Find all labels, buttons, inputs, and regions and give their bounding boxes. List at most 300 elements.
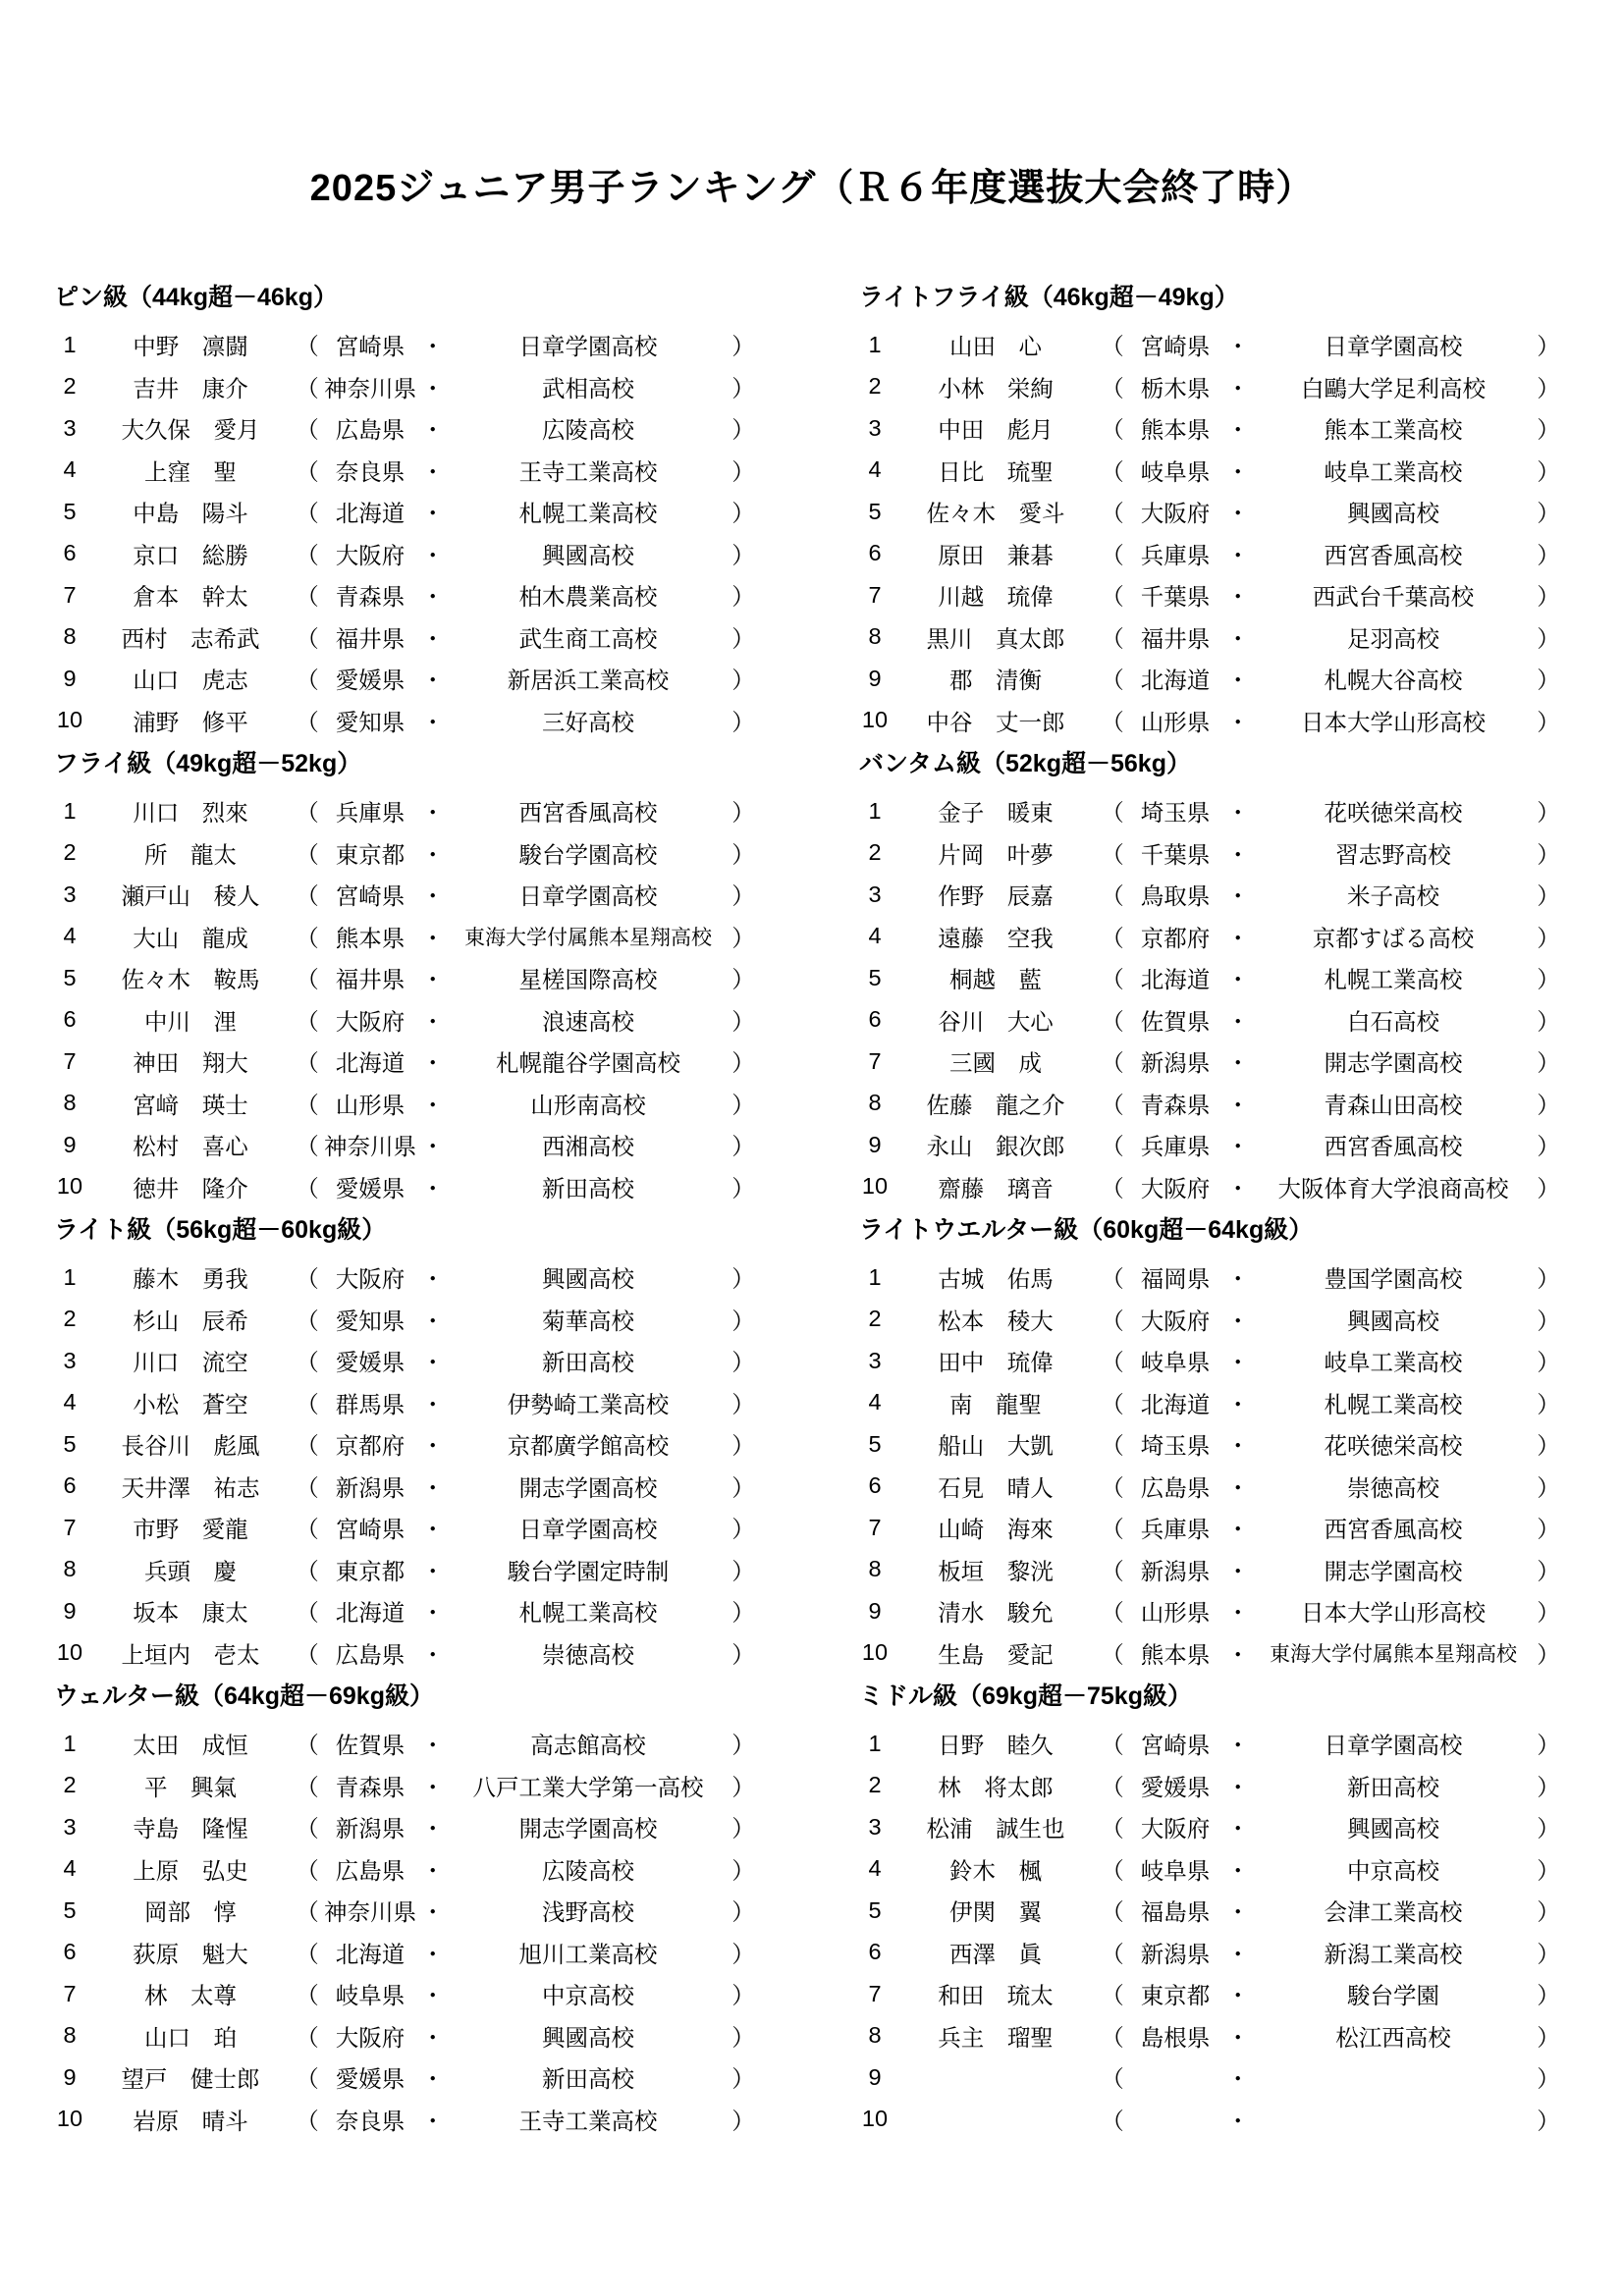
- dot-separator: ・: [1226, 334, 1250, 360]
- prefecture-name: 北海道: [335, 1941, 406, 1967]
- school-name: 浪速高校: [542, 1008, 634, 1035]
- name-cell: [898, 1769, 1093, 1802]
- name-cell: [93, 1769, 288, 1802]
- name-cell: [898, 1810, 1093, 1843]
- athlete-name: 川口 流空: [133, 1350, 248, 1376]
- open-paren: （: [296, 1050, 319, 1077]
- name-cell: [93, 836, 288, 870]
- dot-separator: ・: [1226, 625, 1250, 652]
- prefecture-cell: [1124, 1727, 1226, 1760]
- athlete-name: 郡 清衡: [949, 667, 1042, 694]
- rank-cell: 2: [868, 1306, 882, 1332]
- dot-separator: ・: [1226, 709, 1250, 735]
- rank-cell: 10: [56, 1173, 83, 1200]
- dot-separator: ・: [421, 667, 445, 694]
- prefecture-name: 大阪府: [335, 2024, 406, 2051]
- dot-separator: ・: [421, 417, 445, 444]
- open-paren: （: [296, 1134, 319, 1160]
- close-paren: ）: [1537, 1092, 1560, 1118]
- ranking-row: [54, 832, 753, 875]
- school-cell: [464, 2060, 712, 2094]
- open-paren: （: [296, 1558, 319, 1584]
- name-cell: [898, 495, 1093, 528]
- athlete-name: 瀬戸山 稜人: [121, 883, 260, 910]
- rank-cell: 7: [868, 1514, 882, 1540]
- name-cell: [93, 537, 288, 570]
- prefecture-name: 広島県: [335, 1641, 406, 1668]
- prefecture-name: 神奈川県: [324, 1899, 416, 1926]
- school-name: 大阪体育大学浪商高校: [1277, 1175, 1509, 1201]
- rank-cell: 3: [868, 1813, 882, 1840]
- rank-cell: 4: [868, 456, 882, 483]
- school-name: 京都すばる高校: [1312, 925, 1475, 951]
- school-name: 崇徳高校: [542, 1641, 634, 1668]
- athlete-name: 清水 駿允: [938, 1600, 1054, 1627]
- prefecture-cell: [1124, 1769, 1226, 1802]
- rank-cell: 9: [868, 665, 882, 691]
- school-name: 新田高校: [542, 2066, 634, 2093]
- open-paren: （: [296, 1733, 319, 1759]
- school-cell: [464, 1044, 712, 1078]
- prefecture-cell: [319, 1087, 421, 1120]
- name-cell: [898, 1977, 1093, 2010]
- ranking-row: [54, 1848, 753, 1891]
- school-name: 札幌工業高校: [518, 501, 658, 527]
- close-paren: ）: [731, 501, 755, 527]
- prefecture-cell: [319, 537, 421, 570]
- school-name: 足羽高校: [1347, 625, 1439, 652]
- close-paren: ）: [1537, 2108, 1560, 2134]
- close-paren: ）: [1537, 883, 1560, 910]
- name-cell: [93, 495, 288, 528]
- athlete-name: 齋藤 璃音: [938, 1175, 1054, 1201]
- prefecture-cell: [319, 1469, 421, 1503]
- athlete-name: 岡部 惇: [144, 1899, 237, 1926]
- prefecture-cell: [319, 328, 421, 361]
- name-cell: [898, 794, 1093, 828]
- ranking-row: [54, 658, 753, 700]
- prefecture-name: 大阪府: [1140, 501, 1211, 527]
- name-cell: [898, 578, 1093, 612]
- athlete-name: 大久保 愛月: [121, 417, 260, 444]
- athlete-name: 市野 愛龍: [133, 1517, 248, 1543]
- school-name: 星槎国際高校: [518, 967, 658, 993]
- prefecture-name: 北海道: [335, 1600, 406, 1627]
- ranking-row: [859, 533, 1558, 575]
- school-name: 西宮香風高校: [1324, 542, 1463, 568]
- prefecture-cell: [1124, 1553, 1226, 1586]
- section-rows: [859, 1256, 1558, 1674]
- school-cell: [1270, 620, 1517, 654]
- school-name: 札幌工業高校: [1324, 1391, 1463, 1417]
- prefecture-cell: [319, 1594, 421, 1628]
- open-paren: （: [1101, 1175, 1124, 1201]
- rank-cell: 2: [63, 1772, 77, 1798]
- rank-cell: 10: [56, 1639, 83, 1666]
- ranking-row: [859, 916, 1558, 958]
- open-paren: （: [1101, 501, 1124, 527]
- athlete-name: 上原 弘史: [133, 1857, 248, 1884]
- school-name: 興國高校: [542, 542, 634, 568]
- name-cell: [93, 878, 288, 911]
- open-paren: （: [1101, 375, 1124, 401]
- prefecture-name: 新潟県: [335, 1816, 406, 1842]
- rank-cell: 7: [63, 1514, 77, 1540]
- close-paren: ）: [1537, 1517, 1560, 1543]
- school-name: 中京高校: [542, 1983, 634, 2009]
- athlete-name: 山崎 海來: [938, 1517, 1054, 1543]
- school-cell: [464, 662, 712, 695]
- close-paren: ）: [1537, 709, 1560, 735]
- open-paren: （: [296, 1308, 319, 1334]
- prefecture-name: 青森県: [1140, 1092, 1211, 1118]
- prefecture-name: 大阪府: [335, 1008, 406, 1035]
- athlete-name: 小林 栄絢: [938, 375, 1054, 401]
- rank-cell: 3: [63, 1813, 77, 1840]
- prefecture-cell: [1124, 1852, 1226, 1886]
- name-cell: [93, 1636, 288, 1670]
- dot-separator: ・: [1226, 584, 1250, 611]
- dot-separator: ・: [1226, 1733, 1250, 1759]
- ranking-row: [54, 957, 753, 999]
- prefecture-cell: [319, 920, 421, 953]
- school-name: 新田高校: [1347, 1774, 1439, 1800]
- prefecture-cell: [1124, 1344, 1226, 1377]
- dot-separator: ・: [421, 1641, 445, 1668]
- weight-class-section: [859, 265, 1560, 735]
- open-paren: （: [296, 841, 319, 868]
- school-cell: [1270, 1469, 1517, 1503]
- rank-cell: 9: [868, 2063, 882, 2090]
- close-paren: ）: [731, 1175, 755, 1201]
- name-cell: [93, 1344, 288, 1377]
- close-paren: ）: [1537, 1050, 1560, 1077]
- school-cell: [1270, 920, 1517, 953]
- rank-cell: 4: [63, 1389, 77, 1415]
- prefecture-cell: [319, 620, 421, 654]
- school-cell: [464, 1727, 712, 1760]
- name-cell: [93, 2103, 288, 2136]
- dot-separator: ・: [1226, 1899, 1250, 1926]
- name-cell: [898, 1852, 1093, 1886]
- page-title: 2025ジュニア男子ランキング（Ｒ６年度選抜大会終了時）: [309, 168, 1315, 209]
- open-paren: （: [1101, 584, 1124, 611]
- dot-separator: ・: [1226, 1134, 1250, 1160]
- prefecture-name: 東京都: [335, 1558, 406, 1584]
- athlete-name: 南 龍聖: [949, 1391, 1042, 1417]
- ranking-row: [54, 1590, 753, 1632]
- ranking-row: [859, 1299, 1558, 1341]
- school-cell: [464, 411, 712, 445]
- close-paren: ）: [1537, 501, 1560, 527]
- prefecture-name: 宮崎県: [335, 334, 406, 360]
- ranking-row: [859, 1806, 1558, 1848]
- athlete-name: 大山 龍成: [133, 925, 248, 951]
- open-paren: （: [296, 1941, 319, 1967]
- prefecture-cell: [1124, 1170, 1226, 1203]
- dot-separator: ・: [421, 1134, 445, 1160]
- ranking-row: [54, 874, 753, 916]
- school-cell: [464, 620, 712, 654]
- dot-separator: ・: [421, 2024, 445, 2051]
- prefecture-cell: [1124, 1977, 1226, 2010]
- school-cell: [1270, 1977, 1517, 2010]
- name-cell: [93, 1594, 288, 1628]
- prefecture-cell: [319, 1553, 421, 1586]
- school-cell: [1270, 1003, 1517, 1037]
- school-cell: [464, 1852, 712, 1886]
- prefecture-name: 鳥取県: [1140, 883, 1211, 910]
- prefecture-cell: [319, 1344, 421, 1377]
- school-cell: [464, 1469, 712, 1503]
- close-paren: ）: [731, 625, 755, 652]
- name-cell: [898, 1344, 1093, 1377]
- dot-separator: ・: [421, 625, 445, 652]
- athlete-name: 寺島 隆惺: [133, 1816, 248, 1842]
- prefecture-name: 愛媛県: [335, 1175, 406, 1201]
- athlete-name: 倉本 幹太: [133, 584, 248, 611]
- rank-cell: 7: [63, 1980, 77, 2006]
- close-paren: ）: [731, 458, 755, 485]
- prefecture-cell: [319, 961, 421, 994]
- open-paren: （: [296, 1600, 319, 1627]
- ranking-row: [859, 1549, 1558, 1591]
- school-cell: [1270, 2106, 1517, 2132]
- school-name: 青森山田高校: [1324, 1092, 1463, 1118]
- dot-separator: ・: [421, 1474, 445, 1501]
- prefecture-cell: [1124, 1427, 1226, 1461]
- name-cell: [93, 578, 288, 612]
- athlete-name: 藤木 勇我: [133, 1266, 248, 1293]
- weight-class-section: [859, 731, 1560, 1201]
- prefecture-name: 佐賀県: [335, 1733, 406, 1759]
- school-cell: [464, 704, 712, 737]
- rank-cell: 10: [861, 707, 889, 733]
- school-cell: [1270, 1553, 1517, 1586]
- close-paren: ）: [1537, 1175, 1560, 1201]
- dot-separator: ・: [421, 375, 445, 401]
- prefecture-cell: [319, 1977, 421, 2010]
- rank-cell: 8: [868, 623, 882, 650]
- rank-cell: 9: [63, 2063, 77, 2090]
- ranking-row: [54, 1124, 753, 1166]
- ranking-row: [859, 700, 1558, 742]
- dot-separator: ・: [421, 967, 445, 993]
- prefecture-cell: [1124, 1260, 1226, 1294]
- name-cell: [898, 1894, 1093, 1927]
- ranking-row: [54, 450, 753, 492]
- school-name: 王寺工業高校: [518, 2108, 658, 2134]
- prefecture-cell: [319, 1636, 421, 1670]
- prefecture-name: 福島県: [1140, 1899, 1211, 1926]
- prefecture-cell: [319, 370, 421, 403]
- section-header: ライトウエルター級（60kg超－64kg級）: [859, 1216, 1314, 1244]
- athlete-name: 佐々木 鞍馬: [121, 967, 260, 993]
- open-paren: （: [296, 1433, 319, 1460]
- school-cell: [464, 1003, 712, 1037]
- rank-cell: 8: [868, 1556, 882, 1582]
- rank-cell: 5: [63, 1896, 77, 1923]
- athlete-name: 上垣内 壱太: [121, 1641, 260, 1668]
- prefecture-name: 岐阜県: [335, 1983, 406, 2009]
- prefecture-cell: [1124, 2106, 1226, 2132]
- ranking-row: [54, 1632, 753, 1675]
- open-paren: （: [296, 1774, 319, 1800]
- rank-cell: 4: [868, 1389, 882, 1415]
- school-cell: [1270, 878, 1517, 911]
- school-cell: [1270, 1044, 1517, 1078]
- name-cell: [93, 411, 288, 445]
- open-paren: （: [296, 501, 319, 527]
- rank-cell: 7: [63, 1047, 77, 1074]
- prefecture-name: 群馬県: [335, 1391, 406, 1417]
- prefecture-name: 岐阜県: [1140, 1857, 1211, 1884]
- school-cell: [1270, 370, 1517, 403]
- section-rows: [54, 790, 753, 1207]
- ranking-row: [54, 574, 753, 616]
- school-name: 白鷗大学足利高校: [1301, 375, 1486, 401]
- athlete-name: 荻原 魁大: [133, 1941, 248, 1967]
- dot-separator: ・: [1226, 1517, 1250, 1543]
- dot-separator: ・: [1226, 841, 1250, 868]
- close-paren: ）: [731, 1517, 755, 1543]
- rank-cell: 10: [861, 1639, 889, 1666]
- close-paren: ）: [1537, 334, 1560, 360]
- prefecture-cell: [319, 1852, 421, 1886]
- close-paren: ）: [1537, 1816, 1560, 1842]
- athlete-name: 太田 成恒: [133, 1733, 248, 1759]
- open-paren: （: [1101, 1433, 1124, 1460]
- ranking-row: [859, 450, 1558, 492]
- close-paren: ）: [731, 967, 755, 993]
- ranking-row: [54, 1423, 753, 1466]
- open-paren: （: [296, 334, 319, 360]
- section-rows: [859, 324, 1558, 741]
- school-cell: [464, 1636, 712, 1670]
- rank-cell: 3: [63, 1347, 77, 1373]
- close-paren: ）: [731, 1774, 755, 1800]
- school-name: 崇徳高校: [1347, 1474, 1439, 1501]
- prefecture-name: 岐阜県: [1140, 1350, 1211, 1376]
- dot-separator: ・: [1226, 925, 1250, 951]
- prefecture-name: 熊本県: [335, 925, 406, 951]
- rank-cell: 8: [868, 1090, 882, 1116]
- ranking-row: [54, 2099, 753, 2141]
- section-header: ウェルター級（64kg超－69kg級）: [54, 1682, 434, 1710]
- athlete-name: 伊関 翼: [949, 1899, 1042, 1926]
- rank-cell: 6: [868, 1472, 882, 1499]
- open-paren: （: [1101, 1983, 1124, 2009]
- ranking-row: [859, 1632, 1558, 1675]
- open-paren: （: [1101, 709, 1124, 735]
- prefecture-name: 神奈川県: [324, 1134, 416, 1160]
- section-header: フライ級（49kg超－52kg）: [54, 750, 362, 777]
- prefecture-cell: [1124, 537, 1226, 570]
- name-cell: [898, 662, 1093, 695]
- prefecture-cell: [319, 1936, 421, 1969]
- school-name: 開志学園高校: [1324, 1558, 1463, 1584]
- close-paren: ）: [731, 709, 755, 735]
- rank-cell: 5: [63, 498, 77, 524]
- prefecture-name: 山形県: [1140, 1600, 1211, 1627]
- name-cell: [93, 1044, 288, 1078]
- dot-separator: ・: [421, 584, 445, 611]
- school-cell: [464, 1303, 712, 1336]
- name-cell: [93, 1553, 288, 1586]
- athlete-name: 作野 辰嘉: [938, 883, 1054, 910]
- name-cell: [898, 1303, 1093, 1336]
- prefecture-cell: [319, 1003, 421, 1037]
- close-paren: ）: [1537, 800, 1560, 827]
- open-paren: （: [296, 1092, 319, 1118]
- name-cell: [898, 1553, 1093, 1586]
- dot-separator: ・: [1226, 1941, 1250, 1967]
- rank-cell: 8: [868, 2022, 882, 2049]
- dot-separator: ・: [1226, 1857, 1250, 1884]
- school-name: 会津工業高校: [1324, 1899, 1463, 1926]
- close-paren: ）: [731, 1308, 755, 1334]
- ranking-row: [859, 1256, 1558, 1299]
- close-paren: ）: [1537, 584, 1560, 611]
- name-cell: [898, 620, 1093, 654]
- rank-cell: 6: [868, 1006, 882, 1033]
- ranking-row: [859, 2015, 1558, 2057]
- close-paren: ）: [1537, 1266, 1560, 1293]
- close-paren: ）: [731, 1266, 755, 1293]
- ranking-row: [859, 1166, 1558, 1208]
- athlete-name: 生島 愛記: [938, 1641, 1054, 1668]
- open-paren: （: [296, 417, 319, 444]
- prefecture-name: 新潟県: [1140, 1558, 1211, 1584]
- ranking-row: [859, 1382, 1558, 1424]
- prefecture-cell: [319, 495, 421, 528]
- name-cell: [898, 1087, 1093, 1120]
- open-paren: （: [1101, 1308, 1124, 1334]
- school-name: 新居浜工業高校: [507, 667, 670, 694]
- prefecture-cell: [1124, 370, 1226, 403]
- prefecture-cell: [319, 1769, 421, 1802]
- rank-cell: 1: [868, 331, 882, 357]
- school-name: 八戸工業大学第一高校: [472, 1774, 704, 1800]
- weight-class-section: [54, 1664, 755, 2134]
- close-paren: ）: [731, 841, 755, 868]
- close-paren: ）: [731, 1733, 755, 1759]
- school-cell: [1270, 1303, 1517, 1336]
- name-cell: [93, 1087, 288, 1120]
- name-cell: [898, 961, 1093, 994]
- school-cell: [1270, 794, 1517, 828]
- athlete-name: 日野 睦久: [938, 1733, 1054, 1759]
- school-name: 東海大学付属熊本星翔高校: [464, 926, 712, 949]
- close-paren: ）: [1537, 1600, 1560, 1627]
- ranking-row: [54, 1299, 753, 1341]
- dot-separator: ・: [421, 1391, 445, 1417]
- school-cell: [1270, 537, 1517, 570]
- school-name: 松江西高校: [1335, 2024, 1451, 2051]
- rank-cell: 4: [63, 923, 77, 949]
- dot-separator: ・: [421, 1983, 445, 2009]
- ranking-row: [859, 2099, 1558, 2141]
- name-cell: [93, 1852, 288, 1886]
- athlete-name: 原田 兼碁: [938, 542, 1054, 568]
- athlete-name: 徳井 隆介: [133, 1175, 248, 1201]
- prefecture-name: 東京都: [335, 841, 406, 868]
- dot-separator: ・: [421, 925, 445, 951]
- open-paren: （: [1101, 1092, 1124, 1118]
- school-name: 武生商工高校: [518, 625, 658, 652]
- athlete-name: 桐越 藍: [949, 967, 1042, 993]
- prefecture-name: 千葉県: [1140, 584, 1211, 611]
